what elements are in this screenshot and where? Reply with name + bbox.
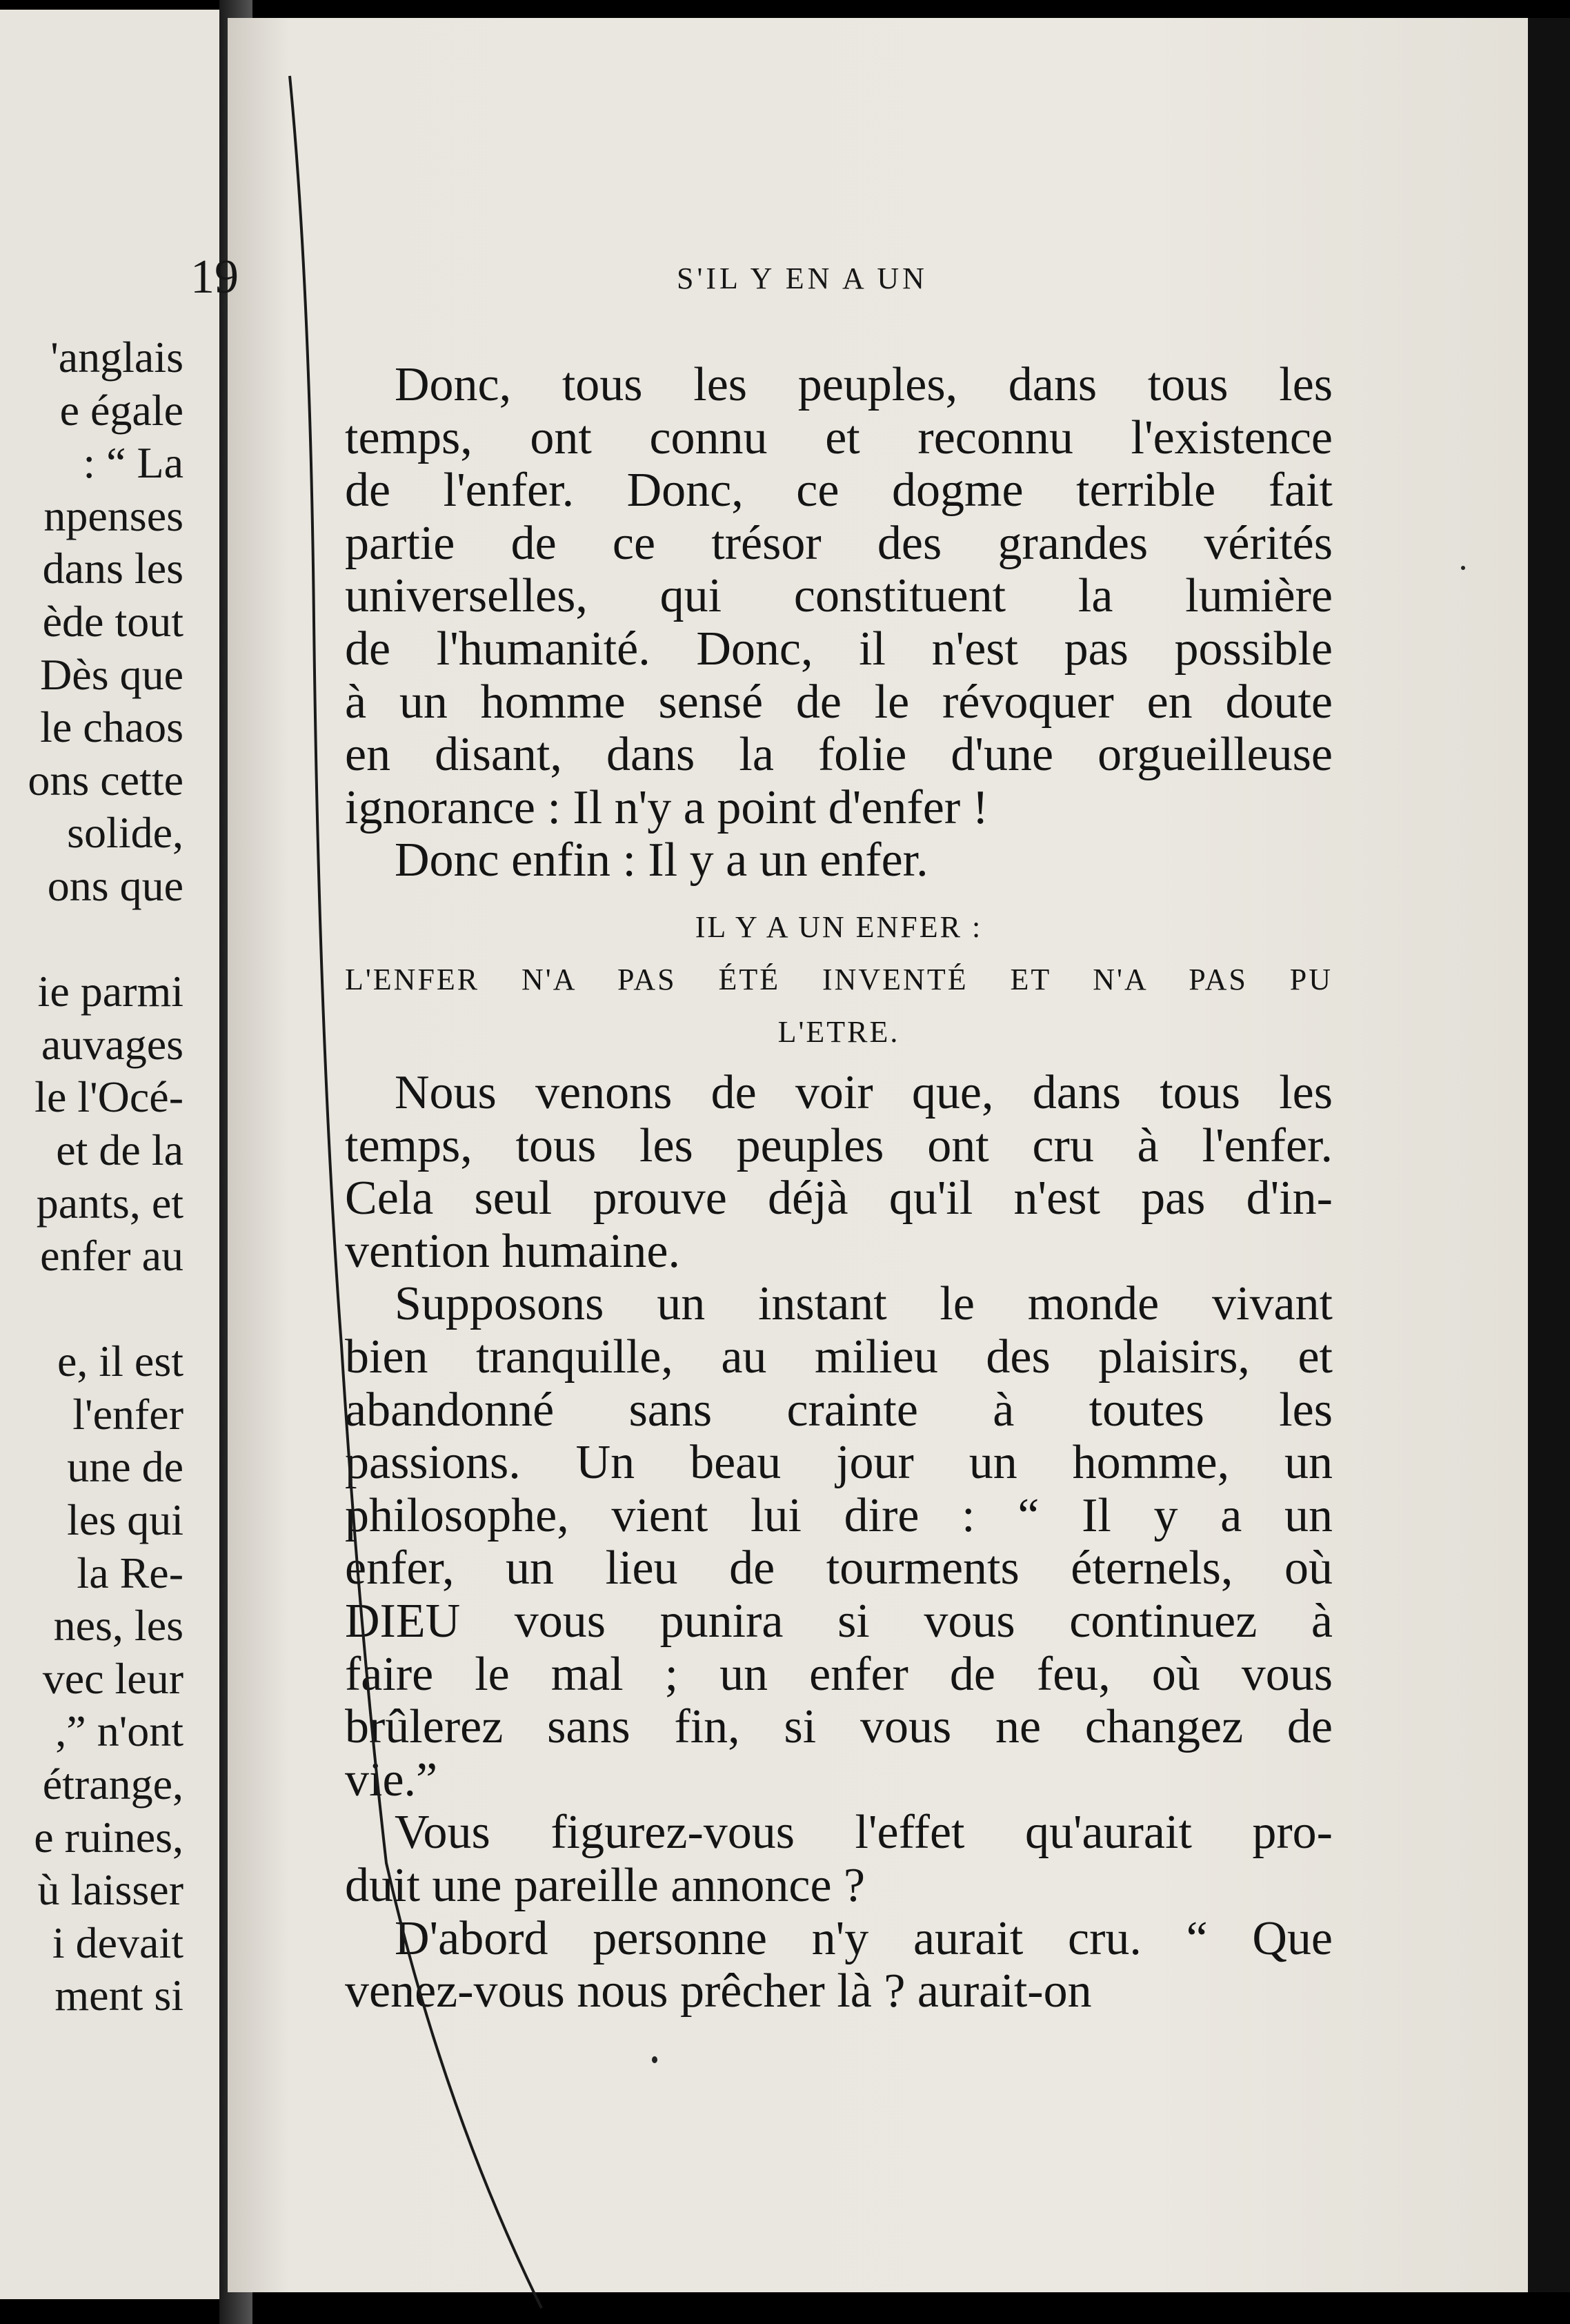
text-line: Donc, tous les peuples, dans tous les bbox=[395, 358, 1333, 411]
text-line: temps, tous les peuples ont cru à l'enfer. bbox=[345, 1119, 1333, 1172]
previous-page-text bbox=[28, 331, 183, 2022]
text-line: l'enfer bbox=[72, 1389, 183, 1439]
text-line: e, il est bbox=[57, 1337, 183, 1386]
text-line: temps, ont connu et reconnu l'existence bbox=[345, 411, 1333, 464]
text-line: enfer au bbox=[40, 1231, 183, 1281]
ink-speck bbox=[652, 2056, 657, 2063]
text-line: venez-vous nous prêcher là ? aurait-on bbox=[345, 1964, 1092, 2018]
text-line: D'abord personne n'y aurait cru. “ Que bbox=[395, 1911, 1333, 1965]
text-line: e égale bbox=[59, 385, 183, 435]
ink-speck bbox=[1461, 566, 1465, 570]
text-line: 'anglais bbox=[50, 333, 183, 382]
text-line: pants, et bbox=[36, 1178, 183, 1228]
text-line: dans les bbox=[42, 544, 183, 593]
text-line bbox=[28, 913, 183, 966]
text-line: une de bbox=[67, 1442, 183, 1492]
text-line: ignorance : Il n'y a point d'enfer ! bbox=[345, 780, 988, 834]
text-line: en disant, dans la folie d'une orgueilleuse bbox=[345, 728, 1333, 782]
text-line: Cela seul prouve déjà qu'il n'est pas d'in- bbox=[345, 1172, 1333, 1225]
text-line: les qui bbox=[67, 1495, 183, 1545]
text-line: passions. Un beau jour un homme, un bbox=[345, 1436, 1333, 1490]
heading-line: IL Y A UN ENFER : bbox=[695, 910, 983, 944]
text-line bbox=[28, 1283, 183, 1336]
text-line: nes, les bbox=[53, 1601, 183, 1651]
text-line: ie parmi bbox=[37, 967, 183, 1016]
text-line: npenses bbox=[43, 491, 183, 540]
text-line: Supposons un instant le monde vivant bbox=[395, 1277, 1333, 1331]
text-line: et de la bbox=[56, 1125, 183, 1174]
text-line: ons que bbox=[47, 860, 183, 910]
section-heading bbox=[345, 901, 1333, 1058]
text-line: Donc enfin : Il y a un enfer. bbox=[395, 834, 928, 887]
text-line: étrange, bbox=[42, 1760, 183, 1809]
text-line: solide, bbox=[67, 808, 183, 858]
text-line: bien tranquille, au milieu des plaisirs, et bbox=[345, 1330, 1333, 1383]
text-line: à un homme sensé de le révoquer en doute bbox=[345, 675, 1333, 729]
text-line: le chaos bbox=[40, 702, 183, 752]
heading-line: L'ENFER N'A PAS ÉTÉ INVENTÉ ET N'A PAS PU bbox=[345, 963, 1333, 996]
paragraph bbox=[345, 1913, 1333, 2018]
page-edge-shadow bbox=[1528, 18, 1570, 2292]
text-line: abandonné sans crainte à toutes les bbox=[345, 1383, 1333, 1437]
text-line: i devait bbox=[52, 1918, 183, 1967]
text-line: faire le mal ; un enfer de feu, où vous bbox=[345, 1647, 1333, 1701]
text-line: vie.” bbox=[345, 1753, 438, 1806]
text-line: vec leur bbox=[42, 1653, 183, 1703]
text-line: universelles, qui constituent la lumière bbox=[345, 569, 1333, 623]
text-line: : “ La bbox=[83, 438, 183, 488]
paragraph bbox=[345, 1278, 1333, 1806]
text-line: ment si bbox=[54, 1971, 183, 2020]
paragraph bbox=[345, 1806, 1333, 1912]
text-line: vention humaine. bbox=[345, 1224, 681, 1278]
text-line: DIEU vous punira si vous continuez à bbox=[345, 1594, 1333, 1648]
text-block-2 bbox=[345, 1067, 1333, 2018]
text-line: ù laisser bbox=[37, 1865, 183, 1915]
paragraph bbox=[345, 834, 1333, 887]
heading-line: L'ETRE. bbox=[777, 1015, 900, 1049]
text-line: le l'Océ- bbox=[34, 1072, 183, 1122]
text-line: de l'humanité. Donc, il n'est pas possible bbox=[345, 622, 1333, 676]
previous-page-fragment bbox=[0, 10, 219, 2299]
text-line: ,” n'ont bbox=[55, 1706, 183, 1756]
text-line: ède tout bbox=[42, 596, 183, 646]
page-number: 19 bbox=[190, 250, 239, 304]
paragraph bbox=[345, 1067, 1333, 1278]
text-line: partie de ce trésor des grandes vérités bbox=[345, 516, 1333, 570]
text-line: philosophe, vient lui dire : “ Il y a un bbox=[345, 1488, 1333, 1542]
text-block-1 bbox=[345, 359, 1333, 887]
text-line: de l'enfer. Donc, ce dogme terrible fait bbox=[345, 464, 1333, 518]
text-line: Vous figurez-vous l'effet qu'aurait pro- bbox=[395, 1806, 1333, 1860]
text-line: brûlerez sans fin, si vous ne changez de bbox=[345, 1700, 1333, 1754]
text-line: auvages bbox=[41, 1019, 183, 1069]
text-line: duit une pareille annonce ? bbox=[345, 1858, 866, 1912]
text-line: Dès que bbox=[40, 649, 183, 699]
text-line: Nous venons de voir que, dans tous les bbox=[395, 1066, 1333, 1119]
text-line: e ruines, bbox=[34, 1812, 183, 1862]
text-line: ons cette bbox=[28, 755, 183, 805]
text-line: la Re- bbox=[77, 1548, 183, 1597]
text-line: enfer, un lieu de tourments éternels, où bbox=[345, 1542, 1333, 1595]
running-head: S'IL Y EN A UN bbox=[677, 262, 928, 295]
paragraph bbox=[345, 359, 1333, 834]
